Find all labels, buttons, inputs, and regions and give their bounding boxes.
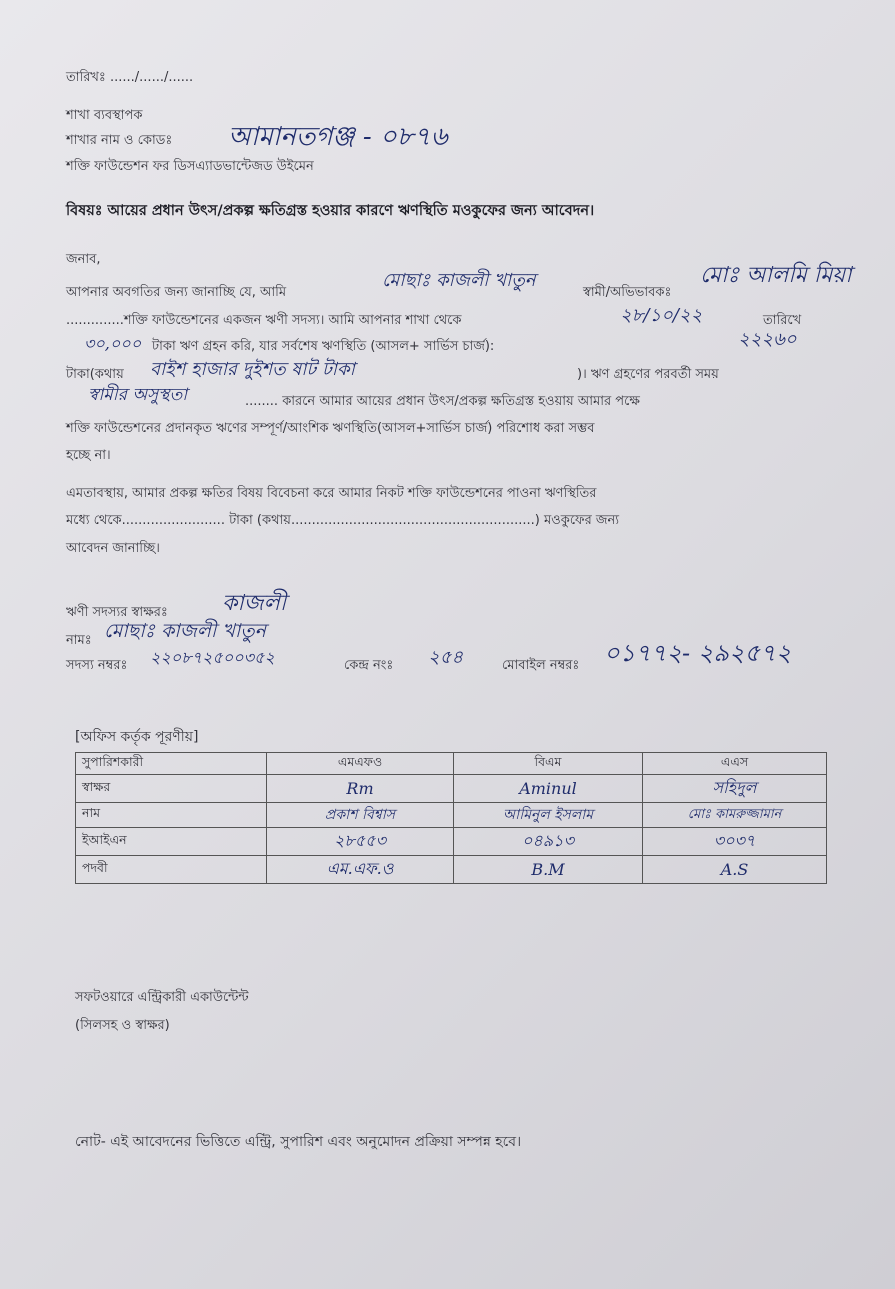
office-heading: [অফিস কর্তৃক পূরণীয়] (75, 729, 199, 745)
member-id-hw: ২২০৮৭২৫০০৩৫২ (150, 648, 275, 667)
bm-name: আমিনুল ইসলাম (502, 807, 594, 823)
body-line-1b: স্বামী/অভিভাবকঃ (583, 285, 672, 300)
row-label: স্বাক্ষর (76, 775, 267, 803)
body-line-3a: টাকা ঋণ গ্রহন করি, যার সর্বশেষ ঋণস্থিতি (আসল+ সার্ভিস চার্জ): (152, 339, 495, 354)
mfo-name: প্রকাশ বিশ্বাস (324, 807, 396, 823)
loan-amount-hw: ৩০,০০০ (84, 334, 142, 353)
office-row-ein (76, 828, 827, 856)
mfo-signature: Rm (346, 779, 374, 798)
applicant-name-hw: মোছাঃ কাজলী খাতুন (382, 270, 536, 291)
amount-words-hw: বাইশ হাজার দুইশত ষাট টাকা (150, 359, 355, 380)
subject-line: বিষয়ঃ আয়ের প্রধান উৎস/প্রকল্প ক্ষতিগ্রস্ত হওয়ার কারণে ঋণস্থিতি মওকুফের জন্য আবেদন। (66, 203, 595, 219)
loan-date-hw: ২৮/১০/২২ (620, 305, 703, 326)
member-signature: কাজলী (222, 591, 287, 616)
col-as: এএস (643, 753, 827, 775)
body-line-2a: ..............শক্তি ফাউন্ডেশনের একজন ঋণী সদস্য। আমি আপনার শাখা থেকে (66, 313, 462, 328)
body-line-7: হচ্ছে না। (66, 448, 111, 463)
mobile-label: মোবাইল নম্বরঃ (502, 658, 580, 673)
org-name: শক্তি ফাউন্ডেশন ফর ডিসএ্যাডভান্টেজড উইমেন (66, 159, 314, 174)
row-label: ইআইএন (76, 828, 267, 856)
guardian-name-hw: মোঃ আলমি মিয়া (700, 263, 852, 288)
member-id-label: সদস্য নম্বরঃ (66, 658, 128, 673)
seal-label: (সিলসহ ও স্বাক্ষর) (75, 1018, 170, 1033)
row-label: নাম (76, 803, 267, 828)
salutation: জনাব, (66, 252, 101, 267)
office-row-designation (76, 856, 827, 884)
reason-hw: স্বামীর অসুস্থতা (88, 385, 188, 405)
center-label: কেন্দ্র নংঃ (344, 658, 394, 673)
row-label: পদবী (76, 856, 267, 884)
office-row-name (76, 803, 827, 828)
accountant-label: সফটওয়ারে এন্ট্রিকারী একাউন্টেন্ট (75, 990, 249, 1005)
bm-ein: ০৪৯১৩ (522, 831, 574, 850)
body-line-6: শক্তি ফাউন্ডেশনের প্রদানকৃত ঋণের সম্পূর্ণ/আংশিক ঋণস্থিতি(আসল+সার্ভিস চার্জ) পরিশোধ করা সম্ভব (66, 421, 595, 436)
mobile-value-hw: ০১৭৭২- ২৯২৫৭২ (604, 639, 792, 667)
office-row-signature (76, 775, 827, 803)
body-line-9: মধ্যে থেকে......................... টাকা (কথায়...........................................................) মওকুফের জন্য (66, 513, 620, 528)
footer-note: নোট- এই আবেদনের ভিত্তিতে এন্ট্রি, সুপারিশ এবং অনুমোদন প্রক্রিয়া সম্পন্ন হবে। (75, 1134, 522, 1150)
bm-designation: B.M (531, 860, 565, 879)
member-signature-label: ঋণী সদস্যর স্বাক্ষরঃ (66, 605, 168, 620)
member-name-hw: মোছাঃ কাজলী খাতুন (104, 620, 266, 642)
center-value-hw: ২৫৪ (428, 647, 464, 668)
office-table (75, 752, 827, 884)
date-line: তারিখঃ ....../....../...... (66, 70, 194, 85)
body-line-4a: টাকা(কথায় (66, 367, 124, 382)
as-ein: ৩০৩৭ (713, 831, 756, 850)
mfo-designation: এম.এফ.ও (326, 859, 394, 878)
as-name: মোঃ কামরুজ্জামান (687, 806, 782, 822)
body-line-10: আবেদন জানাচ্ছি। (66, 541, 160, 556)
mfo-ein: ২৮৫৫৩ (334, 831, 386, 850)
body-line-8: এমতাবস্থায়, আমার প্রকল্প ক্ষতির বিষয় বিবেচনা করে আমার নিকট শক্তি ফাউন্ডেশনের পাওনা ঋণস্থিতির (66, 486, 597, 501)
col-recommender: সুপারিশকারী (76, 753, 267, 775)
col-mfo: এমএফও (267, 753, 454, 775)
branch-value: আমানতগঞ্জ - ০৮৭৬ (228, 122, 448, 152)
member-name-label: নামঃ (66, 633, 92, 648)
branch-label: শাখার নাম ও কোডঃ (66, 133, 173, 148)
body-line-2b: তারিখে (763, 313, 802, 328)
body-line-4b: )। ঋণ গ্রহণের পরবর্তী সময় (577, 367, 719, 382)
as-designation: A.S (720, 860, 749, 879)
bm-signature: Aminul (519, 779, 577, 798)
col-bm: বিএম (454, 753, 643, 775)
as-signature: সহিদুল (712, 778, 757, 797)
body-line-1a: আপনার অবগতির জন্য জানাচ্ছি যে, আমি (66, 285, 287, 300)
office-header-row (76, 753, 827, 775)
balance-hw: ২২২৬০ (738, 329, 797, 350)
manager-title: শাখা ব্যবস্থাপক (66, 108, 143, 123)
body-line-5: ........ কারনে আমার আয়ের প্রধান উৎস/প্রকল্প ক্ষতিগ্রস্ত হওয়ায় আমার পক্ষে (245, 394, 640, 409)
